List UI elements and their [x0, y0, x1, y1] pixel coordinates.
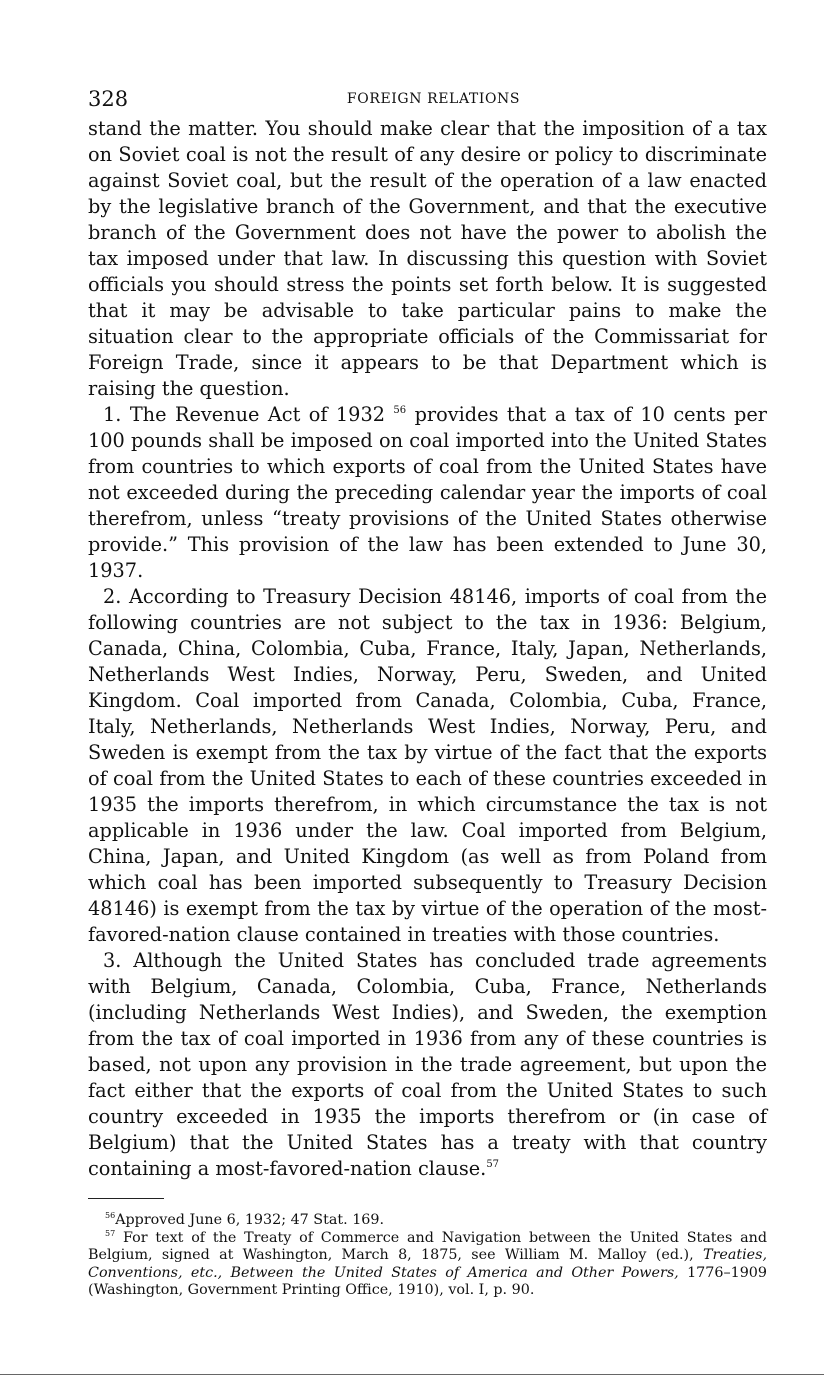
footnote-57-text-end: 1776–1909 (Washington, Government Printing Office, 1910), vol. I, p. 90.	[88, 1264, 767, 1298]
page-number: 328	[88, 87, 129, 111]
footnote-57	[88, 1230, 767, 1300]
footnote-56	[88, 1212, 767, 1230]
footnote-56-text: Approved June 6, 1932; 47 Stat. 169.	[115, 1212, 385, 1228]
footnotes	[88, 1212, 767, 1300]
paragraph-point-1	[88, 402, 767, 584]
footnote-separator	[88, 1198, 164, 1199]
paragraph-continuation: stand the matter. You should make clear that the imposition of a tax on Soviet coal is not the result of any desire or policy to discriminate against Soviet coal, but the result of the operation of a law enacted by the legislative branch of the Government, and that the executive branch of the Government does not have the power to abolish the tax imposed under that law. In discussing this question with Soviet officials you should stress the points set forth below. It is suggested that it may be advisable to take particular pains to make the situation clear to the appropriate officials of the Commissariat for Foreign Trade, since it appears to be that Department which is raising the question.	[88, 117, 767, 400]
footnote-ref-57[interactable]: 57	[486, 1159, 500, 1170]
footnote-56-marker: 56	[105, 1211, 116, 1220]
footnote-57-title: Treaties, Conventions, etc., Between the United States of America and Other Powers,	[88, 1247, 767, 1281]
running-head: FOREIGN RELATIONS	[346, 91, 521, 107]
paragraph-point-1-start: 1. The Revenue Act of 1932	[103, 403, 385, 426]
footnote-ref-56[interactable]: 56	[393, 405, 407, 416]
paragraph-point-3	[88, 948, 767, 1182]
paragraph-point-1-rest: provides that a tax of 10 cents per 100 pounds shall be imposed on coal imported into the United States from countries to which exports of coal from the United States have not exceeded during the preceding calendar year the imports of coal therefrom, unless “treaty provisions of the United States otherwise provide.” This provision of the law has been extended to June 30, 1937.	[88, 403, 767, 582]
footnote-57-text-start: For text of the Treaty of Commerce and Navigation between the United States and Belgium, signed at Washington, March 8, 1875, see William M. Malloy (ed.),	[88, 1229, 767, 1263]
page-bottom-edge	[0, 1374, 824, 1375]
footnote-57-marker: 57	[105, 1228, 116, 1238]
paragraph-point-3-text: 3. Although the United States has concluded trade agreements with Belgium, Canada, Colombia, Cuba, France, Netherlands (including Netherlands West Indies), and Sweden, the exemption from the tax of coal imported in 1936 from any of these countries is based, not upon any provision in the trade agreement, but upon the fact either that the exports of coal from the United States to such country exceeded in 1935 the imports therefrom or (in case of Belgium) that the United States has a treaty with that country containing a most-favored-nation clause.	[88, 949, 767, 1180]
document-page	[88, 84, 767, 1300]
paragraph-point-2: 2. According to Treasury Decision 48146, imports of coal from the following countries are not subject to the tax in 1936: Belgium, Canada, China, Colombia, Cuba, France, Italy, Japan, Netherlands, Netherlands West Indies, Norway, Peru, Sweden, and United Kingdom. Coal imported from Canada, Colombia, Cuba, France, Italy, Netherlands, Netherlands West Indies, Norway, Peru, and Sweden is exempt from the tax by virtue of the fact that the exports of coal from the United States to each of these countries exceeded in 1935 the imports therefrom, in which circumstance the tax is not applicable in 1936 under the law. Coal imported from Belgium, China, Japan, and United Kingdom (as well as from Poland from which coal has been imported subsequently to Treasury Decision 48146) is exempt from the tax by virtue of the operation of the most-favored-nation clause contained in treaties with those countries.	[88, 585, 767, 946]
page-header	[88, 84, 767, 114]
body-text	[88, 116, 767, 1182]
